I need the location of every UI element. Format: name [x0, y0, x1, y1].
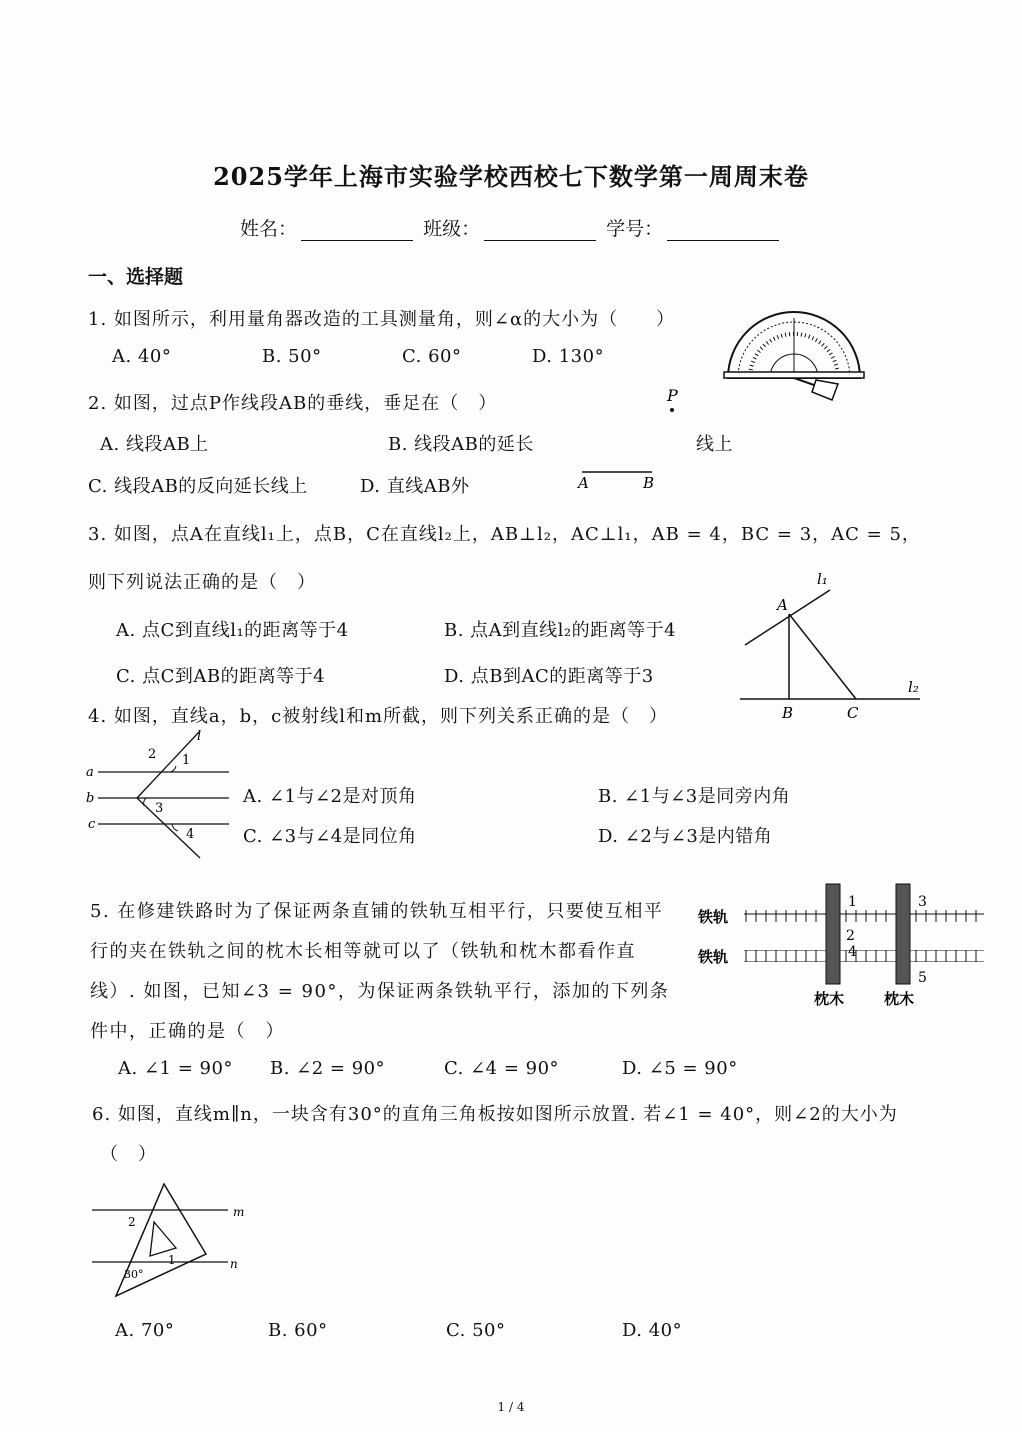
q4-option-c: C. ∠3与∠4是同位角: [243, 826, 417, 847]
angle-2: 2: [128, 1215, 136, 1229]
name-label: 姓名：: [240, 218, 298, 240]
q5-option-a: A. ∠1 = 90°: [118, 1058, 233, 1079]
q1-option-c: C. 60°: [402, 346, 462, 367]
rail-label-2: 铁轨: [698, 948, 729, 966]
q4-option-b: B. ∠1与∠3是同旁内角: [598, 786, 791, 807]
id-blank: [667, 218, 779, 241]
q2-stem: 2. 如图，过点P作线段AB的垂线，垂足在（ ）: [88, 393, 498, 414]
q5-option-d: D. ∠5 = 90°: [622, 1058, 738, 1079]
section-heading: 一、选择题: [88, 266, 184, 288]
angle-4: 4: [848, 944, 857, 960]
q1-option-b: B. 50°: [262, 346, 322, 367]
q3-figure: [735, 570, 935, 728]
label-l1: l₁: [817, 570, 828, 588]
angle-5: 5: [918, 970, 927, 986]
label-a: a: [86, 765, 94, 780]
angle-2: 2: [148, 747, 157, 762]
q4-option-a: A. ∠1与∠2是对顶角: [243, 786, 417, 807]
q4-figure: [84, 728, 234, 862]
page-number: 1 / 4: [497, 1400, 525, 1414]
point-p: [670, 408, 674, 412]
label-a: A: [578, 474, 589, 492]
q1-stem: 1. 如图所示，利用量角器改造的工具测量角，则∠α的大小为（ ）: [88, 309, 676, 330]
label-b: B: [782, 704, 794, 722]
q5-option-c: C. ∠4 = 90°: [444, 1058, 560, 1079]
q6-option-d: D. 40°: [622, 1320, 683, 1341]
label-l2: l₂: [908, 678, 919, 696]
student-info: [240, 214, 783, 241]
q3-stem: 3. 如图，点A在直线l₁上，点B，C在直线l₂上，AB⊥l₂，AC⊥l₁，AB = 4，BC = 3，AC = 5，: [88, 524, 921, 545]
q6-figure: [88, 1178, 248, 1304]
q4-option-d: D. ∠2与∠3是内错角: [598, 826, 773, 847]
q5-figure: [696, 878, 986, 1014]
rail-label-1: 铁轨: [698, 908, 729, 926]
q6-option-a: A. 70°: [115, 1320, 175, 1341]
label-m: m: [233, 1205, 245, 1219]
sleeper-label-2: 枕木: [884, 990, 915, 1008]
q5-stem: 5. 在修建铁路时为了保证两条直铺的铁轨互相平行，只要使互相平行的夹在铁轨之间的枕木长相等就可以了（铁轨和枕木都看作直线）. 如图，已知∠3 = 90°，为保证两条铁轨平行，添加的下列条件中，正确的是（ ）: [90, 901, 670, 1042]
angle-4: 4: [186, 827, 195, 842]
q3-option-c: C. 点C到AB的距离等于4: [116, 666, 326, 687]
protractor-figure: [720, 300, 870, 405]
q2-option-a: A. 线段AB上: [100, 434, 209, 455]
label-b: b: [86, 791, 95, 806]
q3-option-d: D. 点B到AC的距离等于3: [444, 666, 654, 687]
angle-1: 1: [848, 894, 857, 910]
q3-option-b: B. 点A到直线l₂的距离等于4: [444, 620, 677, 641]
q6-option-c: C. 50°: [446, 1320, 506, 1341]
angle-30: 30°: [124, 1268, 144, 1281]
sleeper-2: [896, 884, 910, 984]
q2-figure: [570, 383, 678, 493]
label-a: A: [777, 596, 788, 614]
q5-option-b: B. ∠2 = 90°: [270, 1058, 386, 1079]
name-blank: [301, 218, 413, 241]
class-blank: [484, 218, 596, 241]
rail-2: [744, 950, 984, 962]
angle-1: 1: [182, 753, 191, 768]
angle-1: 1: [168, 1253, 176, 1267]
q6-stem-2: （ ）: [100, 1144, 157, 1165]
label-n: n: [230, 1257, 238, 1271]
page-title: 2025学年上海市实验学校西校七下数学第一周周末卷: [213, 162, 809, 191]
q2-option-d: D. 直线AB外: [360, 476, 470, 497]
q3-stem-2: 则下列说法正确的是（ ）: [88, 572, 316, 593]
sleeper-1: [826, 884, 840, 984]
sleeper-label-1: 枕木: [814, 990, 845, 1008]
q6-option-b: B. 60°: [268, 1320, 328, 1341]
q2-option-b-continued: 线上: [696, 434, 733, 455]
label-b: B: [643, 474, 655, 492]
label-l: l: [197, 729, 202, 744]
angle-3: 3: [918, 894, 927, 910]
label-c: c: [88, 817, 96, 832]
rail-1: [744, 910, 984, 922]
label-c: C: [847, 704, 859, 722]
q1-option-a: A. 40°: [112, 346, 172, 367]
q2-option-c: C. 线段AB的反向延长线上: [88, 476, 308, 497]
q2-option-b: B. 线段AB的延长: [388, 434, 534, 455]
angle-2: 2: [846, 928, 855, 944]
q1-option-d: D. 130°: [532, 346, 605, 367]
q4-stem: 4. 如图，直线a，b，c被射线l和m所截，则下列关系正确的是（ ）: [88, 706, 669, 727]
q6-stem: 6. 如图，直线m∥n，一块含有30°的直角三角板按如图所示放置. 若∠1 = 40°，则∠2的大小为: [92, 1104, 898, 1125]
label-p: P: [667, 386, 678, 405]
class-label: 班级：: [423, 218, 481, 240]
q3-option-a: A. 点C到直线l₁的距离等于4: [116, 620, 349, 641]
angle-3: 3: [155, 801, 164, 816]
id-label: 学号：: [606, 218, 664, 240]
